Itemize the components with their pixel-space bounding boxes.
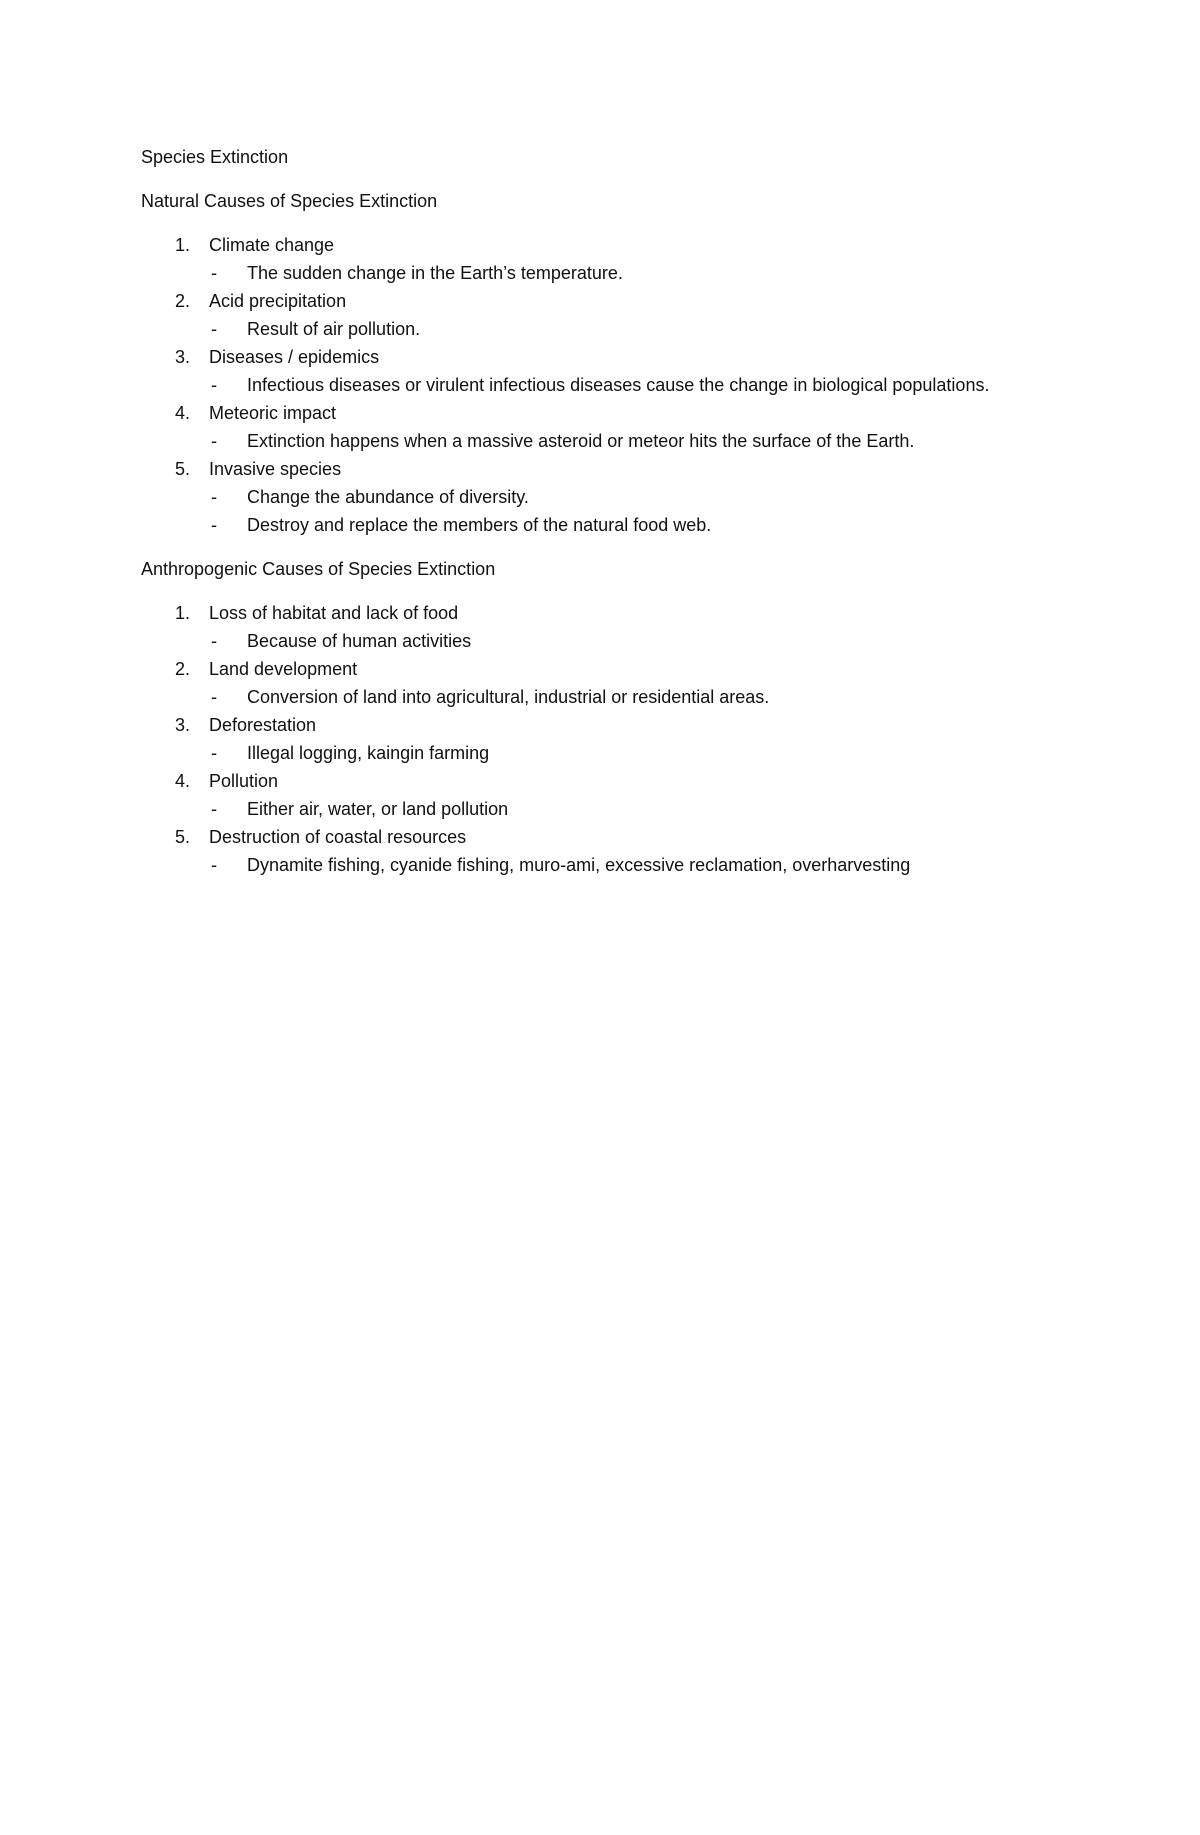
detail-list xyxy=(141,851,1101,879)
detail-list xyxy=(141,315,1101,343)
detail-text: Dynamite fishing, cyanide fishing, muro-ami, excessive reclamation, overharvesting xyxy=(247,855,911,875)
detail-list xyxy=(141,683,1101,711)
dash-bullet: - xyxy=(211,631,217,651)
list-item xyxy=(141,343,1101,399)
detail-item xyxy=(141,315,1101,343)
item-label: Invasive species xyxy=(209,459,342,479)
item-number: 1. xyxy=(175,603,191,623)
detail-item xyxy=(141,795,1101,823)
item-number: 5. xyxy=(175,459,191,479)
dash-bullet: - xyxy=(211,375,217,395)
detail-list xyxy=(141,371,1101,399)
detail-list xyxy=(141,483,1101,539)
item-label: Meteoric impact xyxy=(209,403,337,423)
detail-text: Infectious diseases or virulent infectious diseases cause the change in biological populations. xyxy=(247,375,990,395)
section-anthropogenic-causes xyxy=(141,555,1101,879)
list-item xyxy=(141,767,1101,823)
list-item xyxy=(141,599,1101,655)
item-label: Land development xyxy=(209,659,358,679)
detail-text: Conversion of land into agricultural, industrial or residential areas. xyxy=(247,687,770,707)
dash-bullet: - xyxy=(211,799,217,819)
detail-text: Illegal logging, kaingin farming xyxy=(247,743,490,763)
detail-text: Change the abundance of diversity. xyxy=(247,487,529,507)
detail-item xyxy=(141,627,1101,655)
item-label: Diseases / epidemics xyxy=(209,347,380,367)
item-number: 2. xyxy=(175,659,191,679)
detail-item xyxy=(141,427,1101,455)
document-title: Species Extinction xyxy=(141,147,289,167)
list-item xyxy=(141,823,1101,879)
section-natural-causes xyxy=(141,187,1101,539)
dash-bullet: - xyxy=(211,319,217,339)
item-number: 2. xyxy=(175,291,191,311)
detail-text: Result of air pollution. xyxy=(247,319,421,339)
item-label: Pollution xyxy=(209,771,279,791)
cause-list xyxy=(141,599,1101,879)
detail-text: The sudden change in the Earth’s temperature. xyxy=(247,263,623,283)
dash-bullet: - xyxy=(211,743,217,763)
detail-text: Destroy and replace the members of the natural food web. xyxy=(247,515,712,535)
document-body xyxy=(141,143,1101,895)
list-item xyxy=(141,455,1101,539)
dash-bullet: - xyxy=(211,687,217,707)
item-label: Loss of habitat and lack of food xyxy=(209,603,459,623)
detail-list xyxy=(141,739,1101,767)
list-item xyxy=(141,231,1101,287)
list-item xyxy=(141,711,1101,767)
dash-bullet: - xyxy=(211,515,217,535)
cause-list xyxy=(141,231,1101,539)
dash-bullet: - xyxy=(211,855,217,875)
dash-bullet: - xyxy=(211,487,217,507)
detail-list xyxy=(141,795,1101,823)
detail-item xyxy=(141,851,1101,879)
section-heading: Natural Causes of Species Extinction xyxy=(141,191,438,211)
item-label: Acid precipitation xyxy=(209,291,347,311)
detail-item xyxy=(141,511,1101,539)
item-number: 4. xyxy=(175,771,191,791)
detail-text: Extinction happens when a massive asteroid or meteor hits the surface of the Earth. xyxy=(247,431,915,451)
detail-list xyxy=(141,259,1101,287)
detail-item xyxy=(141,739,1101,767)
item-label: Climate change xyxy=(209,235,335,255)
item-number: 5. xyxy=(175,827,191,847)
detail-item xyxy=(141,259,1101,287)
list-item xyxy=(141,399,1101,455)
detail-item xyxy=(141,683,1101,711)
detail-text: Either air, water, or land pollution xyxy=(247,799,509,819)
detail-text: Because of human activities xyxy=(247,631,472,651)
section-heading: Anthropogenic Causes of Species Extinction xyxy=(141,559,496,579)
item-label: Destruction of coastal resources xyxy=(209,827,467,847)
detail-list xyxy=(141,627,1101,655)
detail-item xyxy=(141,483,1101,511)
dash-bullet: - xyxy=(211,263,217,283)
item-number: 4. xyxy=(175,403,191,423)
item-number: 3. xyxy=(175,715,191,735)
item-number: 3. xyxy=(175,347,191,367)
list-item xyxy=(141,655,1101,711)
item-label: Deforestation xyxy=(209,715,317,735)
detail-list xyxy=(141,427,1101,455)
item-number: 1. xyxy=(175,235,191,255)
detail-item xyxy=(141,371,1101,399)
dash-bullet: - xyxy=(211,431,217,451)
list-item xyxy=(141,287,1101,343)
